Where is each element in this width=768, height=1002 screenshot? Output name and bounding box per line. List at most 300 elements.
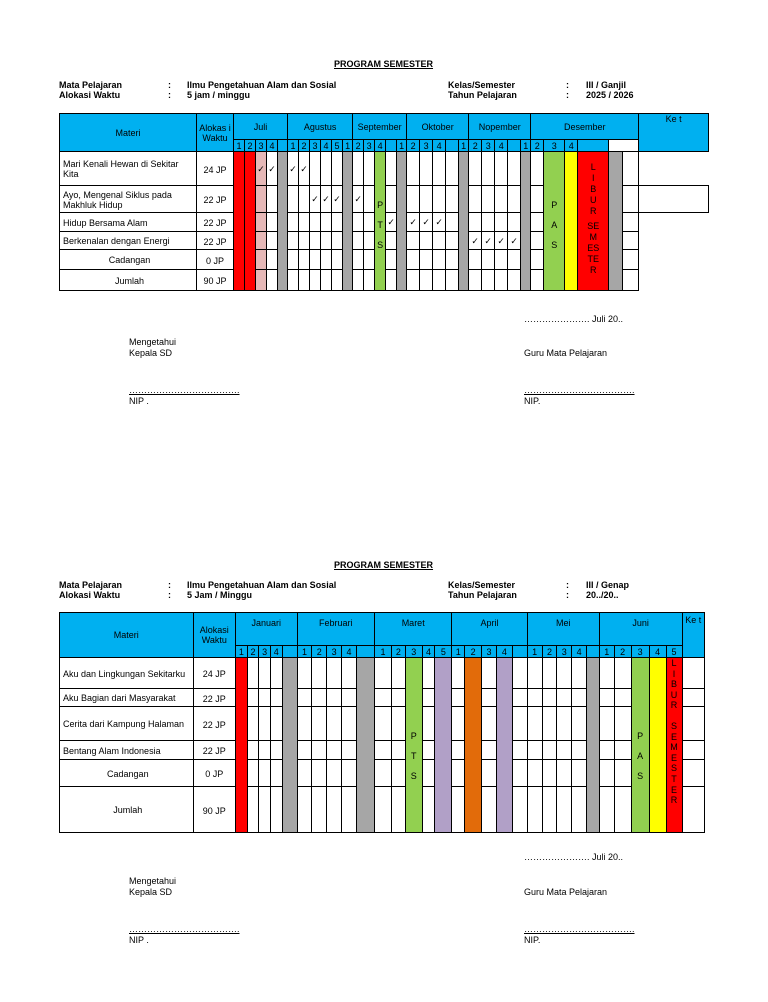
s2-cell	[482, 707, 497, 741]
s1-cell	[267, 270, 278, 291]
s1-cell	[495, 152, 508, 186]
s2-ls-letter: M	[670, 742, 678, 753]
s2-week: 1	[375, 646, 392, 658]
s1-cell	[353, 270, 364, 291]
s2-week: 4	[342, 646, 357, 658]
s2-cell	[312, 658, 327, 689]
s1-cell	[531, 232, 544, 250]
s2-jp-2: 22 JP	[193, 689, 235, 707]
s2-cell	[247, 658, 259, 689]
s2-week: 2	[542, 646, 557, 658]
s2-pts-column	[405, 658, 422, 833]
s2-cell	[614, 707, 631, 741]
s2-month-april: April	[452, 613, 527, 646]
s1-date-line: …………………. Juli 20..	[524, 314, 624, 324]
s2-week-spacer	[282, 646, 297, 658]
s2-cell	[297, 658, 312, 689]
s2-cell	[270, 760, 282, 787]
s2-tahun-label: Tahun Pelajaran	[448, 590, 517, 600]
s1-cell	[386, 232, 397, 250]
s2-pas-letter: A	[637, 750, 644, 761]
s2-week: 1	[297, 646, 312, 658]
s1-header-alokasi: Alokas i Waktu	[197, 114, 234, 152]
s1-jp-1: 24 JP	[197, 152, 234, 186]
s2-cell	[422, 760, 435, 787]
s2-ls-letter: L	[671, 658, 677, 668]
s1-cell	[364, 270, 375, 291]
s1-cell	[446, 270, 459, 291]
s1-cell	[386, 186, 397, 213]
s2-month-februari: Februari	[297, 613, 374, 646]
s2-month-mei: Mei	[527, 613, 599, 646]
s2-cell	[422, 658, 435, 689]
s2-tahun-value: 20../20..	[586, 590, 619, 600]
s2-cell	[542, 760, 557, 787]
s2-cell	[259, 787, 271, 833]
s1-cell	[433, 250, 446, 270]
s1-check: ✓	[386, 213, 397, 232]
s1-kepala: Kepala SD	[129, 348, 173, 358]
s1-week-spacer	[578, 140, 609, 152]
s1-cell	[482, 213, 495, 232]
s2-cell	[247, 707, 259, 741]
s2-cell	[327, 689, 342, 707]
s2-cell	[482, 760, 497, 787]
s1-cell	[332, 232, 343, 250]
s1-cell	[495, 270, 508, 291]
s2-cell	[327, 787, 342, 833]
s1-cell	[353, 213, 364, 232]
s1-check: ✓	[321, 186, 332, 213]
s1-week: 1	[521, 140, 531, 152]
s2-cell	[327, 707, 342, 741]
s2-week: 4	[572, 646, 587, 658]
s2-cell	[572, 787, 587, 833]
s2-cell	[391, 741, 405, 760]
s2-cell	[259, 707, 271, 741]
s1-week: 4	[495, 140, 508, 152]
s2-cell	[247, 689, 259, 707]
s2-cell	[247, 787, 259, 833]
s1-week: 5	[332, 140, 343, 152]
s1-cell	[364, 213, 375, 232]
s1-week: 1	[459, 140, 469, 152]
s1-week: 3	[420, 140, 433, 152]
s2-mapel-value: Ilmu Pengetahuan Alam dan Sosial	[187, 580, 337, 590]
s2-ls-letter: R	[670, 795, 678, 806]
s1-cell	[288, 250, 299, 270]
s1-cell-pink	[256, 270, 267, 291]
s1-cell	[364, 250, 375, 270]
s2-cell	[614, 787, 631, 833]
s1-week-spacer	[446, 140, 459, 152]
s2-cell	[297, 760, 312, 787]
s1-check: ✓	[469, 232, 482, 250]
s1-cell	[386, 250, 397, 270]
s2-cell	[452, 760, 465, 787]
s2-colon-1: :	[168, 580, 171, 590]
s2-cell	[247, 741, 259, 760]
s2-week: 2	[247, 646, 259, 658]
s2-materi-6: Jumlah	[60, 787, 194, 833]
s1-semester-line: R	[590, 265, 597, 275]
s2-cell	[557, 760, 572, 787]
s1-nip-right: NIP.	[524, 396, 541, 406]
s1-week: 2	[407, 140, 420, 152]
s1-cell-grey	[521, 152, 531, 291]
s1-cell	[623, 186, 639, 213]
s1-check: ✓	[420, 213, 433, 232]
s1-cell	[353, 152, 364, 186]
s1-cell	[469, 213, 482, 232]
s1-materi-5: Cadangan	[60, 250, 197, 270]
s2-cell	[391, 787, 405, 833]
s2-cell	[599, 689, 614, 707]
s1-week: 1	[288, 140, 299, 152]
s1-cell	[407, 232, 420, 250]
s1-cell	[407, 152, 420, 186]
s1-cell	[267, 232, 278, 250]
s1-cell	[531, 250, 544, 270]
s2-week: 2	[614, 646, 631, 658]
s2-cell	[682, 787, 704, 833]
s1-cell	[446, 250, 459, 270]
s1-semester-line: ES	[587, 243, 600, 253]
s2-cell-grey	[282, 658, 297, 833]
s1-check: ✓	[256, 152, 267, 186]
s1-sign-left: ……………………………….	[129, 385, 240, 395]
s1-cell	[508, 250, 521, 270]
s1-month-agustus: Agustus	[288, 114, 353, 140]
s1-cell	[433, 232, 446, 250]
s2-ls-letter: R	[670, 700, 678, 711]
s1-cell-grey	[609, 152, 623, 291]
s1-guru: Guru Mata Pelajaran	[524, 348, 608, 358]
s2-cell	[572, 658, 587, 689]
s1-libur-letter: U	[590, 195, 597, 205]
s1-cell	[267, 250, 278, 270]
s1-cell	[267, 213, 278, 232]
s1-cell	[353, 232, 364, 250]
s2-cell	[297, 707, 312, 741]
s1-jp-2: 22 JP	[197, 186, 234, 213]
s1-pts-letter: T	[377, 219, 383, 230]
s2-cell	[572, 707, 587, 741]
s2-ls-letter: T	[671, 773, 677, 784]
s1-week: 1	[343, 140, 353, 152]
s1-alokasi-label: Alokasi Waktu	[59, 90, 121, 100]
s2-kelas-label: Kelas/Semester	[448, 580, 516, 590]
s1-week: 3	[310, 140, 321, 152]
s2-cell	[682, 658, 704, 689]
s1-cell	[407, 270, 420, 291]
s1-cell	[508, 213, 521, 232]
s2-pas-letter: P	[637, 730, 644, 741]
semester2-title: PROGRAM SEMESTER	[334, 560, 434, 570]
s2-mengetahui: Mengetahui	[129, 876, 177, 886]
s2-cell	[342, 689, 357, 707]
s2-week-spacer	[512, 646, 527, 658]
s1-semester-line: M	[589, 232, 598, 242]
s1-cell	[482, 250, 495, 270]
s1-cell	[310, 213, 321, 232]
s1-cell	[495, 186, 508, 213]
s1-cell	[310, 250, 321, 270]
s2-cell	[572, 689, 587, 707]
s2-week: 2	[465, 646, 482, 658]
s1-week-spacer	[386, 140, 397, 152]
s1-tahun-value: 2025 / 2026	[586, 90, 634, 100]
s1-month-september: September	[353, 114, 407, 140]
s1-week: 4	[321, 140, 332, 152]
s1-cell	[495, 213, 508, 232]
s1-week-spacer	[508, 140, 521, 152]
s2-cell	[452, 689, 465, 707]
s2-cell	[599, 707, 614, 741]
s1-check: ✓	[353, 186, 364, 213]
s2-cell	[342, 760, 357, 787]
s1-week: 1	[234, 140, 245, 152]
s1-jp-6: 90 JP	[197, 270, 234, 291]
s1-materi-1: Mari Kenali Hewan di Sekitar Kita	[60, 152, 197, 186]
s2-materi-4: Bentang Alam Indonesia	[60, 741, 194, 760]
s1-cell	[321, 232, 332, 250]
s1-check: ✓	[495, 232, 508, 250]
s2-cell	[391, 689, 405, 707]
s2-cell	[542, 658, 557, 689]
s2-cell	[375, 741, 392, 760]
s2-colon-4: :	[566, 590, 569, 600]
s2-guru: Guru Mata Pelajaran	[524, 887, 608, 897]
s2-cell	[527, 741, 542, 760]
s1-cell	[299, 213, 310, 232]
s1-colon-1: :	[168, 80, 171, 90]
s2-week: 1	[599, 646, 614, 658]
s2-materi-5: Cadangan	[60, 760, 194, 787]
s2-week-spacer	[587, 646, 600, 658]
s2-cell	[259, 760, 271, 787]
s2-cell	[557, 658, 572, 689]
s1-cell	[407, 186, 420, 213]
s1-cell	[299, 250, 310, 270]
s2-week: 4	[270, 646, 282, 658]
s2-ls-letter: E	[671, 752, 678, 763]
s2-cell	[599, 787, 614, 833]
s1-cell	[288, 232, 299, 250]
s1-cell	[433, 270, 446, 291]
s1-week: 3	[544, 140, 565, 152]
s2-cell	[482, 689, 497, 707]
s1-cell	[508, 270, 521, 291]
s1-week: 1	[397, 140, 407, 152]
s2-cell	[422, 689, 435, 707]
s1-cell	[386, 152, 397, 186]
s2-cell	[682, 741, 704, 760]
s2-cell	[342, 741, 357, 760]
s1-colon-2: :	[168, 90, 171, 100]
s1-cell	[446, 152, 459, 186]
s2-week: 1	[527, 646, 542, 658]
s2-cell	[270, 658, 282, 689]
s1-week: 2	[353, 140, 364, 152]
s2-colon-2: :	[168, 590, 171, 600]
s2-alokasi-label: Alokasi Waktu	[59, 590, 121, 600]
s1-pas-letter: A	[551, 219, 558, 230]
s2-cell	[557, 707, 572, 741]
s1-cell	[623, 250, 639, 270]
s1-cell-red	[245, 152, 256, 291]
s1-check: ✓	[508, 232, 521, 250]
s2-ls-letter: S	[671, 763, 678, 774]
s2-cell	[422, 787, 435, 833]
s2-header-ket: Ke t	[682, 613, 704, 658]
s1-cell	[420, 186, 433, 213]
s1-cell	[531, 152, 544, 186]
s2-cell	[312, 689, 327, 707]
s1-alokasi-value: 5 jam / minggu	[187, 90, 251, 100]
s1-cell	[353, 250, 364, 270]
s1-cell	[321, 213, 332, 232]
s2-cell	[614, 689, 631, 707]
s1-nip-left: NIP .	[129, 396, 149, 406]
s2-materi-2: Aku Bagian dari Masyarakat	[60, 689, 194, 707]
s1-cell-grey	[343, 152, 353, 291]
s1-month-nopember: Nopember	[469, 114, 531, 140]
s2-cell	[247, 760, 259, 787]
s1-month-juli: Juli	[234, 114, 288, 140]
s2-cell	[312, 760, 327, 787]
s1-cell	[623, 152, 639, 186]
s1-cell	[469, 270, 482, 291]
s1-cell	[482, 186, 495, 213]
s2-cell	[542, 741, 557, 760]
s2-libur-semester-column	[666, 658, 682, 833]
s2-cell	[297, 741, 312, 760]
s1-cell	[531, 270, 544, 291]
s1-week: 3	[482, 140, 495, 152]
s2-cell	[375, 760, 392, 787]
s2-cell	[312, 707, 327, 741]
s1-cell	[508, 152, 521, 186]
s2-cell-red	[236, 658, 248, 833]
s2-cell	[270, 741, 282, 760]
s2-cell-yellow	[649, 658, 666, 833]
s2-cell	[682, 707, 704, 741]
s2-week: 5	[435, 646, 452, 658]
s1-cell	[407, 250, 420, 270]
s2-ls-letter: E	[671, 731, 678, 742]
s2-cell	[527, 707, 542, 741]
s1-mapel-value: Ilmu Pengetahuan Alam dan Sosial	[187, 80, 337, 90]
s1-kelas-label: Kelas/Semester	[448, 80, 516, 90]
s2-materi-3: Cerita dari Kampung Halaman	[60, 707, 194, 741]
s1-sign-right: ……………………………….	[524, 385, 635, 395]
s2-cell	[599, 741, 614, 760]
s1-mengetahui: Mengetahui	[129, 337, 177, 347]
s1-cell	[446, 186, 459, 213]
semester1-title: PROGRAM SEMESTER	[334, 59, 434, 69]
s2-cell	[270, 787, 282, 833]
s1-kelas-value: III / Ganjil	[586, 80, 627, 90]
s1-pts-letter: P	[377, 199, 384, 210]
s2-month-januari: Januari	[236, 613, 298, 646]
s1-check: ✓	[332, 186, 343, 213]
s2-schedule-table	[59, 612, 705, 833]
s2-sign-left: ……………………………….	[129, 924, 240, 934]
s2-cell	[614, 760, 631, 787]
s1-materi-4: Berkenalan dengan Energi	[60, 232, 197, 250]
s1-jp-3: 22 JP	[197, 213, 234, 232]
s2-cell	[422, 741, 435, 760]
s2-ls-letter	[667, 711, 682, 721]
s2-week: 3	[557, 646, 572, 658]
s1-week: 2	[469, 140, 482, 152]
s1-cell	[332, 270, 343, 291]
s1-cell	[364, 186, 375, 213]
s1-libur-letter: L	[590, 162, 596, 172]
s1-cell	[623, 270, 639, 291]
s2-cell	[527, 787, 542, 833]
s2-cell-grey	[587, 658, 600, 833]
s2-cell	[527, 689, 542, 707]
s2-pts-letter: S	[410, 770, 417, 781]
s2-cell	[375, 707, 392, 741]
s1-cell	[433, 152, 446, 186]
s2-mapel-label: Mata Pelajaran	[59, 580, 123, 590]
s1-cell	[433, 186, 446, 213]
s2-pas-column	[631, 658, 649, 833]
s1-check: ✓	[299, 152, 310, 186]
s2-cell	[557, 689, 572, 707]
s1-libur-letter: B	[590, 184, 597, 194]
s1-cell-pink	[256, 250, 267, 270]
s2-cell	[682, 760, 704, 787]
s1-cell-grey	[397, 152, 407, 291]
s1-materi-2: Ayo, Mengenal Siklus pada Makhluk Hidup	[60, 186, 197, 213]
s1-cell-grey	[459, 152, 469, 291]
s2-cell	[557, 741, 572, 760]
s2-nip-left: NIP .	[129, 935, 149, 945]
s1-month-desember: Desember	[531, 114, 639, 140]
s2-header-alokasi: Alokasi Waktu	[193, 613, 235, 658]
s2-cell	[270, 689, 282, 707]
s2-cell	[542, 689, 557, 707]
s1-cell	[310, 270, 321, 291]
s2-cell	[342, 707, 357, 741]
s2-cell-grey	[356, 658, 374, 833]
s2-cell	[297, 689, 312, 707]
s1-tahun-label: Tahun Pelajaran	[448, 90, 517, 100]
s2-jp-4: 22 JP	[193, 741, 235, 760]
s2-cell	[572, 741, 587, 760]
s2-cell	[512, 760, 527, 787]
s1-pas-letter: P	[551, 199, 558, 210]
s2-pts-letter: T	[410, 750, 417, 761]
s1-week: 2	[245, 140, 256, 152]
s1-week: 3	[364, 140, 375, 152]
s2-cell	[391, 658, 405, 689]
s1-cell	[321, 250, 332, 270]
s2-week: 4	[422, 646, 435, 658]
s1-cell-pink	[256, 232, 267, 250]
s2-cell	[391, 760, 405, 787]
s2-cell	[452, 707, 465, 741]
s1-cell	[299, 270, 310, 291]
s2-kelas-value: III / Genap	[586, 580, 630, 590]
s1-cell	[420, 270, 433, 291]
s1-jp-5: 0 JP	[197, 250, 234, 270]
s1-week: 4	[433, 140, 446, 152]
